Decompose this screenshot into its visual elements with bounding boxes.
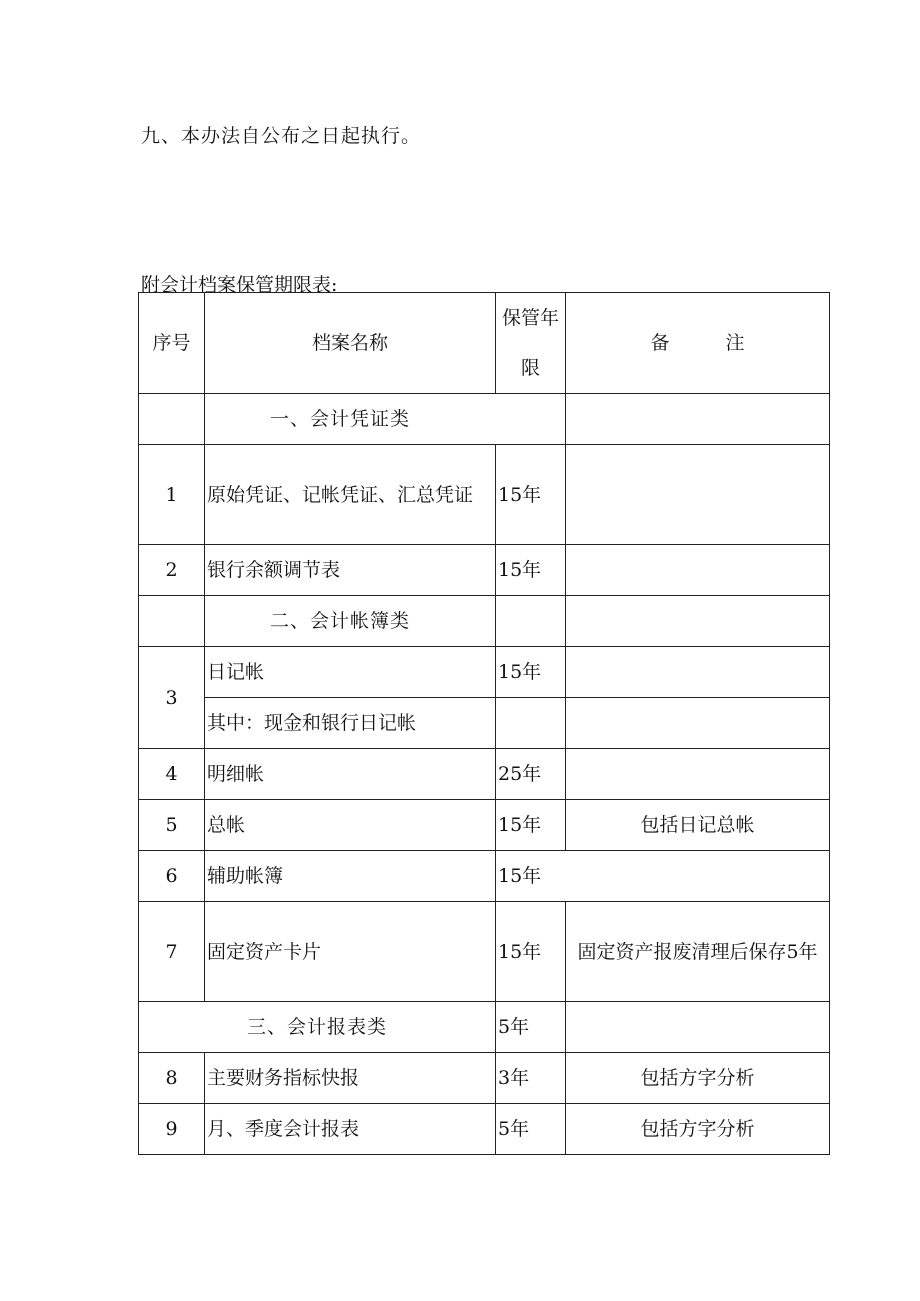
category-row-2 (139, 596, 830, 647)
category-2-no (139, 596, 205, 647)
row-1-name: 原始凭证、记帐凭证、汇总凭证 (205, 445, 496, 545)
row-7-name: 固定资产卡片 (205, 902, 496, 1002)
row-1-no: 1 (139, 445, 205, 545)
table-row (139, 749, 830, 800)
category-3-period: 5年 (496, 1002, 566, 1053)
row-3-sub-name: 其中：现金和银行日记帐 (205, 698, 496, 749)
row-1-period: 15年 (496, 445, 566, 545)
row-5-name: 总帐 (205, 800, 496, 851)
row-3-name: 日记帐 (205, 647, 496, 698)
row-3-note (566, 647, 830, 698)
header-period: 保管年限 (496, 293, 566, 394)
header-note-a: 备 (650, 332, 670, 354)
table-row (139, 851, 830, 902)
table-row (139, 545, 830, 596)
closing-clause: 九、本办法自公布之日起执行。 (141, 125, 422, 147)
table-row (139, 1053, 830, 1104)
header-note (566, 293, 830, 394)
table-row (139, 800, 830, 851)
table-row (139, 902, 830, 1002)
row-5-note: 包括日记总帐 (566, 800, 830, 851)
row-7-period: 15年 (496, 902, 566, 1002)
row-2-name: 银行余额调节表 (205, 545, 496, 596)
row-5-no: 5 (139, 800, 205, 851)
row-2-note (566, 545, 830, 596)
row-8-note: 包括方字分析 (566, 1053, 830, 1104)
row-2-no: 2 (139, 545, 205, 596)
row-4-period: 25年 (496, 749, 566, 800)
row-1-note (566, 445, 830, 545)
archive-retention-table (138, 292, 830, 1155)
table-caption: 附会计档案保管期限表: (141, 274, 338, 296)
row-2-period: 15年 (496, 545, 566, 596)
category-row-1 (139, 394, 830, 445)
row-3-sub-note (566, 698, 830, 749)
row-4-no: 4 (139, 749, 205, 800)
row-6-period: 15年 (496, 851, 830, 902)
category-2-note (566, 596, 830, 647)
header-no: 序号 (139, 293, 205, 394)
row-9-no: 9 (139, 1104, 205, 1155)
row-9-note: 包括方字分析 (566, 1104, 830, 1155)
table-row (139, 1104, 830, 1155)
table-header-row (139, 293, 830, 394)
row-5-period: 15年 (496, 800, 566, 851)
header-name: 档案名称 (205, 293, 496, 394)
category-row-3 (139, 1002, 830, 1053)
row-7-no: 7 (139, 902, 205, 1002)
row-3-no: 3 (139, 647, 205, 749)
row-8-period: 3年 (496, 1053, 566, 1104)
category-1-title: 一、会计凭证类 (205, 394, 566, 445)
category-2-period (496, 596, 566, 647)
category-2-title: 二、会计帐簿类 (205, 596, 496, 647)
row-9-name: 月、季度会计报表 (205, 1104, 496, 1155)
row-8-name: 主要财务指标快报 (205, 1053, 496, 1104)
category-1-note (566, 394, 830, 445)
row-7-note: 固定资产报废清理后保存5年 (566, 902, 830, 1002)
row-3-sub-period (496, 698, 566, 749)
row-4-name: 明细帐 (205, 749, 496, 800)
table-row (139, 445, 830, 545)
row-4-note (566, 749, 830, 800)
row-6-name: 辅助帐簿 (205, 851, 496, 902)
category-3-title: 三、会计报表类 (139, 1002, 496, 1053)
row-6-no: 6 (139, 851, 205, 902)
row-3-period: 15年 (496, 647, 566, 698)
category-3-note (566, 1002, 830, 1053)
row-8-no: 8 (139, 1053, 205, 1104)
category-1-no (139, 394, 205, 445)
table-row (139, 647, 830, 698)
row-9-period: 5年 (496, 1104, 566, 1155)
header-note-b: 注 (725, 332, 745, 354)
table-row-sub (139, 698, 830, 749)
